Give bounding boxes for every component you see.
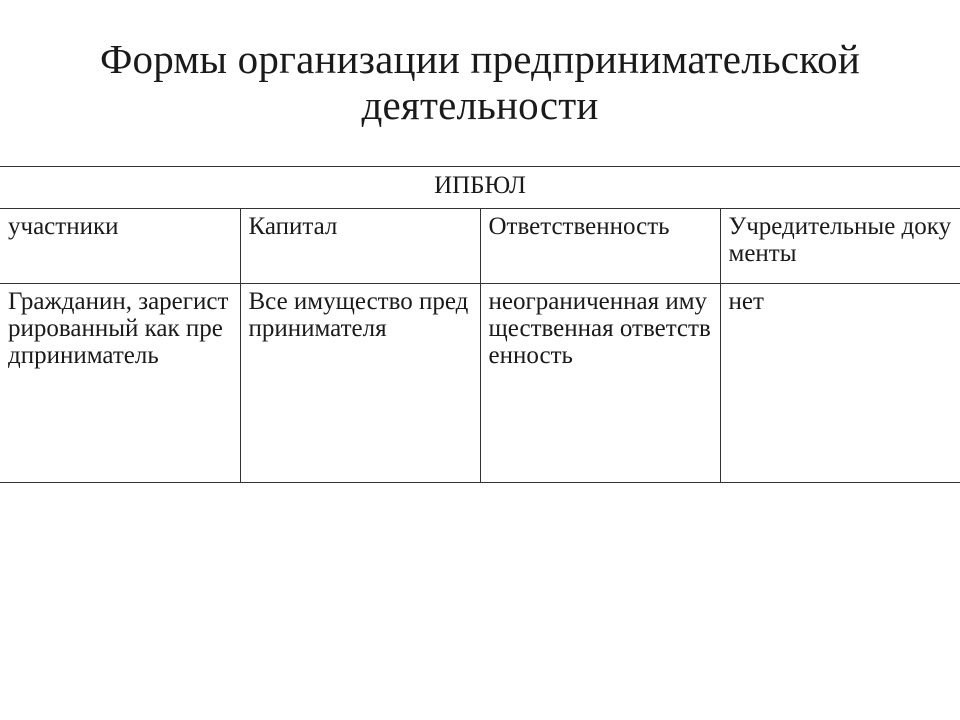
cell-participants: Гражданин, зарегистрированный как предприниматель bbox=[0, 284, 240, 483]
column-header-capital: Капитал bbox=[240, 209, 480, 284]
column-header-row bbox=[0, 209, 960, 284]
column-header-founding-documents: Учредительные документы bbox=[720, 209, 960, 284]
table-header-ipbul: ИПБЮЛ bbox=[0, 167, 960, 209]
column-header-liability: Ответственность bbox=[480, 209, 720, 284]
cell-liability: неограниченная имущественная ответственность bbox=[480, 284, 720, 483]
cell-capital: Все имущество предпринимателя bbox=[240, 284, 480, 483]
table-header-row bbox=[0, 167, 960, 209]
slide-title-line-1: Формы организации предпринимательской bbox=[99, 36, 861, 82]
cell-founding-documents: нет bbox=[720, 284, 960, 483]
slide-title-line-2: деятельности bbox=[361, 82, 599, 128]
column-header-participants: участники bbox=[0, 209, 240, 284]
slide-title bbox=[0, 36, 960, 128]
table-row bbox=[0, 284, 960, 483]
business-form-table bbox=[0, 166, 960, 483]
